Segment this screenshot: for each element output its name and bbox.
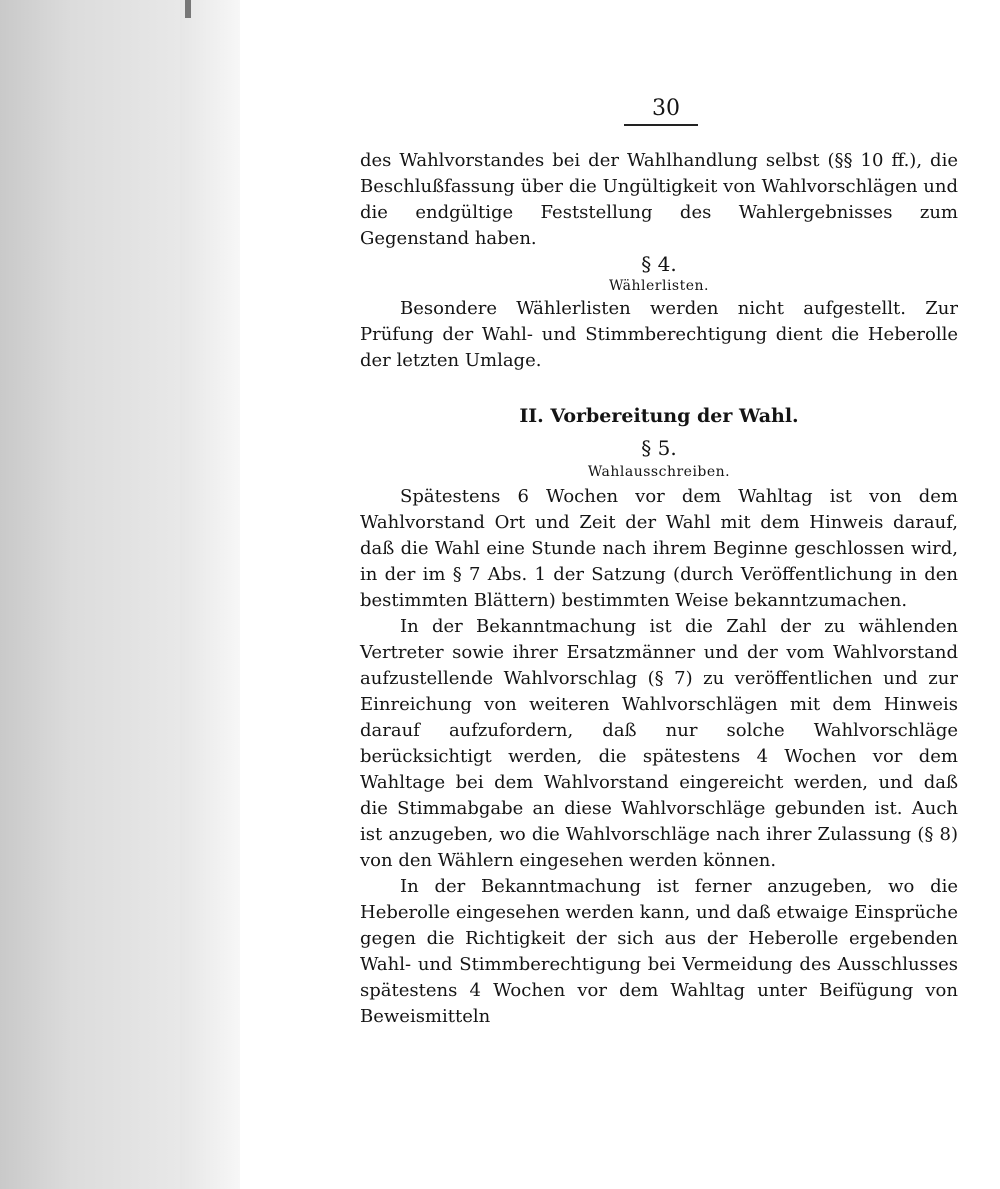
paragraph-intro: des Wahlvorstandes bei der Wahlhandlung selbst (§§ 10 ff.), die Beschlußfassung über die Ungültigkeit von Wahlvorschlägen und die endgültige Feststellung des Wahlergebnisses zum Gegenstand haben. — [360, 150, 958, 249]
chapter-II-heading: II. Vorbereitung der Wahl. — [519, 405, 799, 427]
page-number: 30 — [652, 96, 680, 121]
section-5-paragraph-2: In der Bekanntmachung ist die Zahl der zu wählenden Vertreter sowie ihrer Ersatzmänner und der vom Wahlvorstand aufzustellende Wahlvorschlag (§ 7) zu veröffentlichen und zur Einreichung von weiteren Wahlvorschlägen mit dem Hinweis darauf aufzufordern, daß nur solche Wahlvorschläge berücksichtigt werden, die spätestens 4 Wochen vor dem Wahltage bei dem Wahlvorstand eingereicht werden, und daß die Stimmabgabe an diese Wahlvorschläge gebunden ist. Auch ist anzugeben, wo die Wahlvorschläge nach ihrer Zulassung (§ 8) von den Wählern eingesehen werden können. — [360, 616, 958, 871]
section-5-title: § 5. — [641, 436, 677, 460]
page-number-rule — [624, 124, 698, 126]
section-4-subtitle: Wählerlisten. — [608, 278, 709, 294]
scan-gutter — [180, 0, 240, 1189]
section-4-title: § 4. — [641, 252, 677, 276]
scan-left-strip — [0, 0, 180, 1189]
section-4-text: Besondere Wählerlisten werden nicht aufgestellt. Zur Prüfung der Wahl- und Stimmberechtigung dient die Heberolle der letzten Umlage. — [360, 298, 958, 371]
scan-binding-mark — [185, 0, 191, 18]
section-5-subtitle: Wahlausschreiben. — [587, 464, 731, 480]
section-5-paragraph-3: In der Bekanntmachung ist ferner anzugeben, wo die Heberolle eingesehen werden kann, und daß etwaige Einsprüche gegen die Richtigkeit der sich aus der Heberolle ergebenden Wahl- und Stimmberechtigung bei Vermeidung des Ausschlusses spätestens 4 Wochen vor dem Wahltag unter Beifügung von Beweismitteln — [360, 876, 958, 1027]
section-5-paragraph-1: Spätestens 6 Wochen vor dem Wahltag ist von dem Wahlvorstand Ort und Zeit der Wahl mit dem Hinweis darauf, daß die Wahl eine Stunde nach ihrem Beginne geschlossen wird, in der im § 7 Abs. 1 der Satzung (durch Veröffentlichung in den bestimmten Blättern) bestimmten Weise bekanntzumachen. — [360, 486, 958, 611]
